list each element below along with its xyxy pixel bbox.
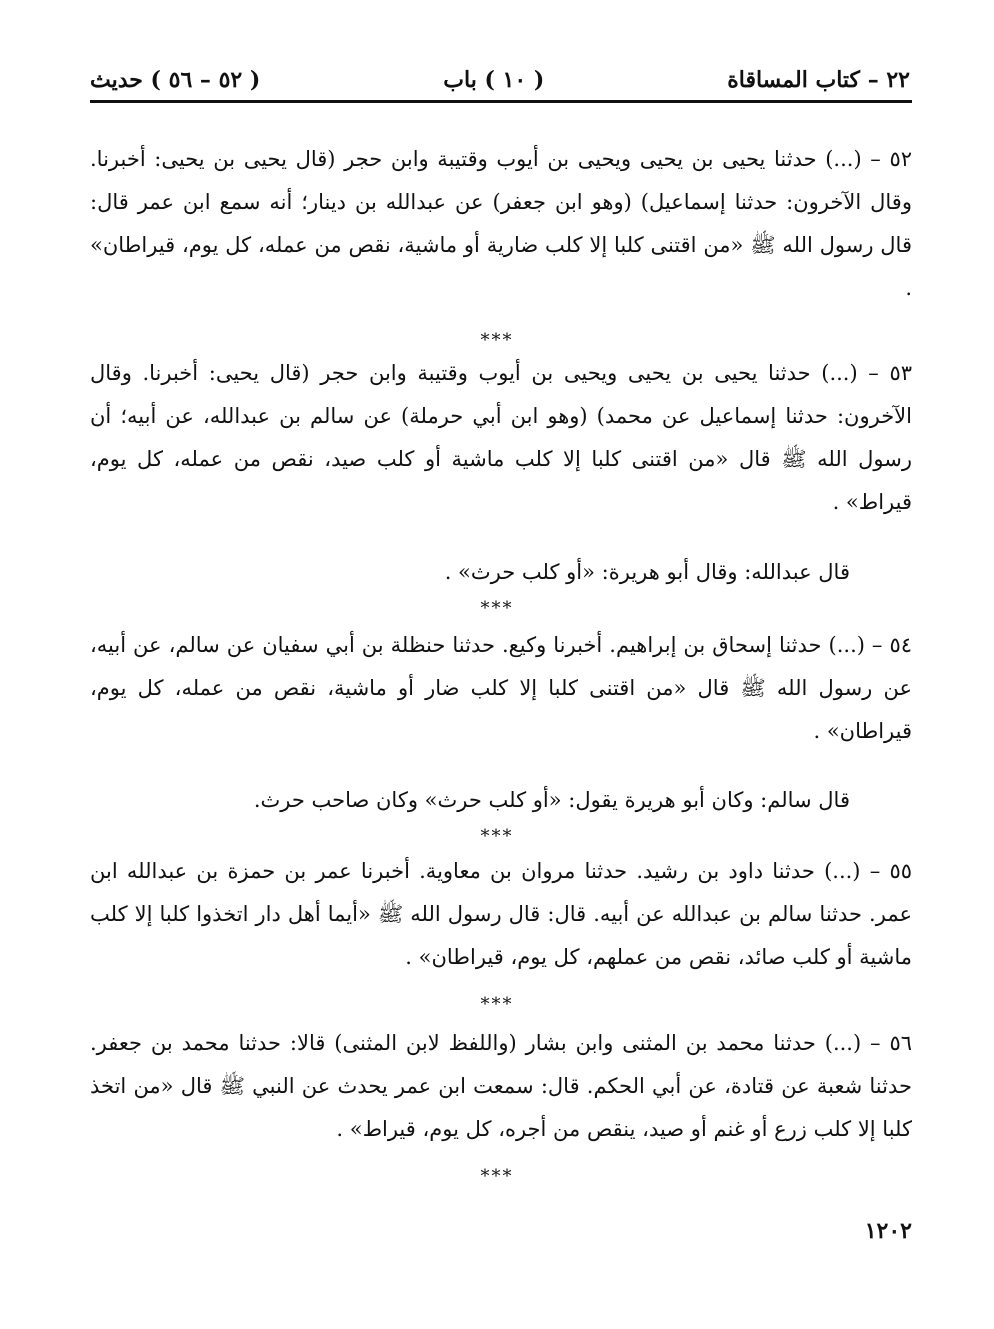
page-header bbox=[90, 62, 910, 98]
separator-2: *** bbox=[480, 598, 514, 619]
separator-3: *** bbox=[480, 826, 514, 847]
hadith-53: ٥٣ – (...) حدثنا يحيى بن يحيى ويحيى بن أيوب وقتيبة وابن حجر (قال يحيى: أخبرنا. وقال الآخرون: حدثنا إسماعيل عن محمد) (وهو ابن أبي حرملة) عن سالم بن عبدالله، عن أبيه؛ أن رسول الله ﷺ قال «من اقتنى كلبا إلا كلب ماشية أو كلب صيد، نقص من عمله، كل يوم، قيراط» . bbox=[90, 361, 912, 514]
page-number: ١٢٠٢ bbox=[864, 1218, 912, 1244]
note-54: قال سالم: وكان أبو هريرة يقول: «أو كلب حرث» وكان صاحب حرث. bbox=[253, 788, 850, 812]
book-title: ٢٢ – كتاب المساقاة bbox=[727, 67, 910, 93]
note-53: قال عبدالله: وقال أبو هريرة: «أو كلب حرث» . bbox=[444, 560, 850, 584]
chapter-title: ( ١٠ ) باب bbox=[443, 67, 545, 93]
separator-1: *** bbox=[480, 330, 514, 351]
hadith-54: ٥٤ – (...) حدثنا إسحاق بن إبراهيم. أخبرنا وكيع. حدثنا حنظلة بن أبي سفيان عن سالم، عن أبيه، عن رسول الله ﷺ قال «من اقتنى كلبا إلا كلب ضار أو ماشية، نقص من عمله، كل يوم، قيراطان» . bbox=[90, 633, 912, 743]
hadith-55: ٥٥ – (...) حدثنا داود بن رشيد. حدثنا مروان بن معاوية. أخبرنا عمر بن حمزة بن عبدالله ابن عمر. حدثنا سالم بن عبدالله عن أبيه. قال: قال رسول الله ﷺ «أيما أهل دار اتخذوا كلبا إلا كلب ماشية أو كلب صائد، نقص من عملهم، كل يوم، قيراطان» . bbox=[90, 859, 912, 969]
separator-4: *** bbox=[480, 994, 514, 1015]
header-rule bbox=[90, 100, 912, 103]
separator-5: *** bbox=[480, 1166, 514, 1187]
hadith-range: ( ٥٢ – ٥٦ ) حديث bbox=[90, 67, 261, 93]
hadith-52: ٥٢ – (...) حدثنا يحيى بن يحيى ويحيى بن أيوب وقتيبة وابن حجر (قال يحيى بن يحيى: أخبرنا. وقال الآخرون: حدثنا إسماعيل) (وهو ابن جعفر) عن عبدالله بن دينار؛ أنه سمع ابن عمر قال: قال رسول الله ﷺ «من اقتنى كلبا إلا كلب ضارية أو ماشية، نقص من عمله، كل يوم، قيراطان» . bbox=[90, 147, 912, 300]
hadith-56: ٥٦ – (...) حدثنا محمد بن المثنى وابن بشار (واللفظ لابن المثنى) قالا: حدثنا محمد بن جعفر. حدثنا شعبة عن قتادة، عن أبي الحكم. قال: سمعت ابن عمر يحدث عن النبي ﷺ قال «من اتخذ كلبا إلا كلب زرع أو غنم أو صيد، ينقص من أجره، كل يوم، قيراط» . bbox=[90, 1031, 912, 1141]
